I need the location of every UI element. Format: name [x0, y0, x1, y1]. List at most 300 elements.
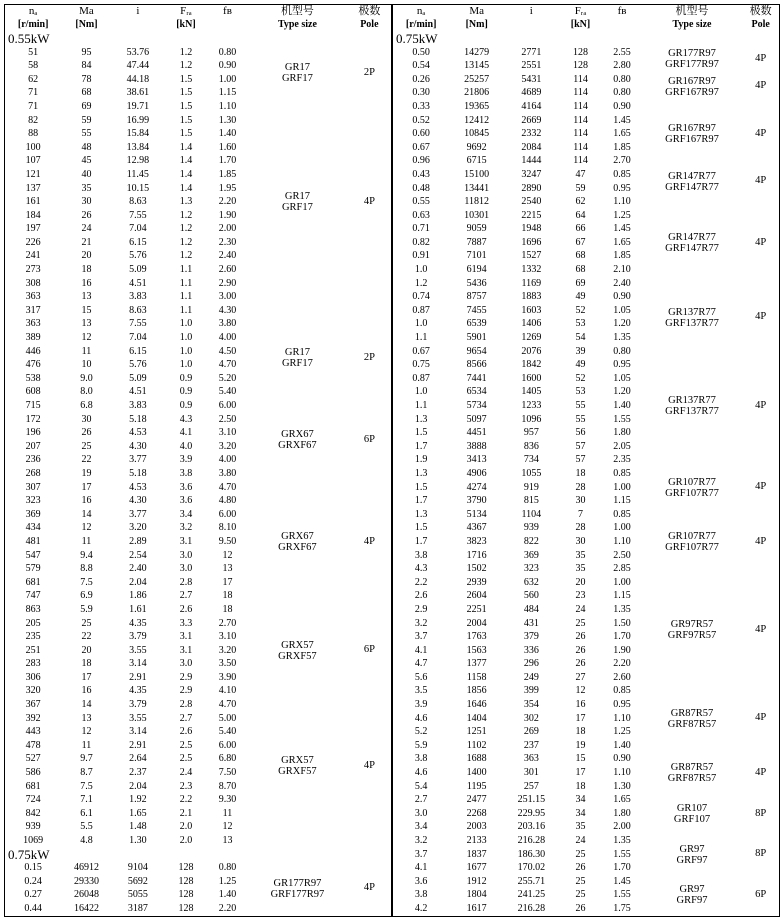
cell-i: 4.53	[129, 427, 147, 439]
cell-na: 4.3	[414, 563, 428, 575]
cell-fra: 114	[573, 100, 588, 112]
cell-ma: 1856	[466, 685, 487, 697]
cell-fra: 3.0	[179, 658, 193, 670]
column-subheader-5: Type size	[672, 19, 712, 31]
cell-na: 527	[25, 753, 41, 765]
cell-fb: 1.95	[218, 182, 237, 194]
cell-ma: 1158	[466, 671, 487, 683]
cell-type-size: GR17 GRF17	[281, 61, 313, 84]
table-header-row-top	[393, 5, 780, 19]
cell-i: 5.09	[129, 372, 147, 384]
cell-fra: 1.1	[179, 291, 193, 303]
cell-fb: 1.85	[613, 250, 631, 262]
cell-na: 184	[25, 209, 41, 221]
cell-i: 2.37	[129, 767, 147, 779]
cell-pole: 2P	[363, 66, 375, 78]
cell-fra: 55	[575, 400, 586, 412]
cell-fb: 2.60	[218, 264, 237, 276]
cell-na: 307	[25, 481, 41, 493]
column-subheader-3: [kN]	[176, 19, 196, 31]
cell-fb: 1.70	[613, 631, 631, 643]
cell-fb: 1.70	[613, 862, 631, 874]
cell-ma: 1763	[466, 631, 487, 643]
cell-na: 392	[25, 712, 41, 724]
cell-na: 71	[28, 100, 39, 112]
cell-fra: 68	[575, 264, 586, 276]
cell-fra: 1.2	[179, 236, 193, 248]
cell-fb: 2.50	[218, 413, 237, 425]
cell-na: 3.8	[414, 549, 428, 561]
cell-ma: 1102	[466, 739, 487, 751]
cell-fra: 27	[575, 671, 586, 683]
table-row	[393, 793, 780, 807]
cell-ma: 8.0	[80, 386, 93, 398]
cell-fb: 18	[222, 590, 233, 602]
cell-fb: 1.25	[218, 875, 237, 887]
cell-i: 5431	[521, 73, 542, 85]
cell-i: 2771	[521, 46, 542, 58]
cell-fb: 2.00	[613, 821, 631, 833]
table-header-row-top	[5, 5, 392, 19]
cell-fra: 3.0	[179, 549, 193, 561]
cell-fb: 1.35	[613, 332, 631, 344]
cell-fb: 1.55	[613, 889, 631, 901]
cell-na: 1.0	[414, 264, 428, 276]
cell-ma: 3790	[466, 495, 487, 507]
cell-na: 207	[25, 440, 41, 452]
cell-fb: 12	[222, 549, 233, 561]
cell-pole: 4P	[755, 236, 767, 248]
cell-type-size: GR17 GRF17	[281, 347, 313, 370]
column-subheader-6: Pole	[751, 19, 770, 31]
cell-fra: 1.2	[179, 46, 193, 58]
cell-fb: 3.80	[218, 467, 237, 479]
cell-i: 1269	[521, 332, 542, 344]
table-row	[393, 100, 780, 114]
right-half	[392, 4, 780, 918]
column-header-5: 机型号	[675, 5, 709, 18]
cell-i: 919	[523, 481, 539, 493]
cell-ma: 30	[81, 196, 92, 208]
cell-ma: 5097	[466, 413, 487, 425]
column-header-6: 极数	[358, 5, 381, 18]
cell-fb: 1.55	[613, 848, 631, 860]
cell-fra: 17	[575, 712, 586, 724]
section-title: 0.55kW	[8, 32, 50, 46]
cell-i: 1406	[521, 318, 542, 330]
cell-i: 53.76	[126, 46, 150, 58]
cell-type-size: GR107 GRF107	[673, 802, 711, 825]
cell-ma: 12	[81, 726, 92, 738]
section-title-row	[5, 848, 392, 862]
cell-i: 1696	[521, 236, 542, 248]
cell-i: 323	[523, 563, 539, 575]
cell-fra: 3.3	[179, 617, 193, 629]
cell-fra: 30	[575, 535, 586, 547]
cell-fra: 1.4	[179, 182, 193, 194]
column-header-0: nₐ	[416, 5, 426, 18]
cell-pole: 4P	[755, 535, 767, 547]
cell-ma: 84	[81, 60, 92, 72]
table-row	[393, 508, 780, 522]
cell-i: 2.54	[129, 549, 147, 561]
cell-ma: 13	[81, 712, 92, 724]
column-subheader-6: Pole	[360, 19, 379, 31]
cell-ma: 10301	[464, 209, 490, 221]
cell-na: 0.71	[412, 223, 430, 235]
cell-i: 5.18	[129, 413, 147, 425]
cell-fb: 0.80	[613, 87, 631, 99]
cell-i: 1169	[521, 277, 542, 289]
cell-na: 2.7	[414, 794, 428, 806]
cell-fb: 3.00	[218, 291, 237, 303]
cell-na: 1.3	[414, 467, 428, 479]
cell-na: 1.7	[414, 535, 428, 547]
cell-fb: 0.80	[218, 46, 237, 58]
cell-ma: 18	[81, 264, 92, 276]
cell-na: 5.4	[414, 780, 428, 792]
cell-ma: 10845	[464, 128, 490, 140]
cell-ma: 1195	[466, 780, 487, 792]
cell-fra: 49	[575, 359, 586, 371]
cell-ma: 69	[81, 100, 92, 112]
column-subheader-2	[112, 19, 164, 33]
cell-i: 7.55	[129, 318, 147, 330]
cell-fb: 1.65	[613, 236, 631, 248]
cell-i: 44.18	[126, 73, 150, 85]
cell-ma: 8566	[466, 359, 487, 371]
cell-na: 4.7	[414, 658, 428, 670]
cell-ma: 16422	[73, 902, 99, 914]
cell-na: 0.26	[412, 73, 430, 85]
cell-fb: 1.65	[613, 794, 631, 806]
cell-fra: 2.0	[179, 835, 193, 847]
cell-i: 5692	[127, 875, 148, 887]
table-row	[393, 834, 780, 848]
cell-fra: 55	[575, 413, 586, 425]
cell-ma: 1377	[466, 658, 487, 670]
cell-pole: 8P	[755, 848, 767, 860]
table-row	[393, 753, 780, 767]
cell-i: 3.79	[129, 631, 147, 643]
cell-i: 1883	[521, 291, 542, 303]
cell-fb: 1.50	[613, 617, 631, 629]
cell-fra: 34	[575, 794, 586, 806]
cell-i: 2076	[521, 345, 542, 357]
cell-na: 273	[25, 264, 41, 276]
cell-fra: 26	[575, 658, 586, 670]
cell-ma: 9.4	[80, 549, 93, 561]
cell-i: 1948	[521, 223, 542, 235]
cell-fb: 1.90	[218, 209, 237, 221]
cell-fra: 1.5	[179, 128, 193, 140]
cell-i: 5.18	[129, 467, 147, 479]
cell-fb: 3.20	[218, 440, 237, 452]
cell-na: 1.7	[414, 495, 428, 507]
cell-na: 51	[28, 46, 39, 58]
cell-i: 2215	[521, 209, 542, 221]
cell-fra: 2.8	[179, 699, 193, 711]
cell-i: 3.14	[129, 726, 147, 738]
cell-na: 681	[25, 780, 41, 792]
cell-na: 3.8	[414, 753, 428, 765]
cell-fb: 1.80	[613, 807, 631, 819]
cell-i: 38.61	[126, 87, 150, 99]
cell-fb: 1.10	[613, 712, 631, 724]
cell-pole: 4P	[363, 195, 375, 207]
section-title-row	[393, 32, 780, 46]
cell-fra: 3.8	[179, 467, 193, 479]
cell-fra: 2.6	[179, 603, 193, 615]
cell-na: 306	[25, 671, 41, 683]
cell-na: 3.5	[414, 685, 428, 697]
cell-i: 3.55	[129, 644, 147, 656]
cell-pole: 4P	[755, 766, 767, 778]
cell-type-size: GRX67 GRXF67	[278, 428, 317, 451]
cell-na: 443	[25, 726, 41, 738]
cell-pole: 4P	[755, 399, 767, 411]
cell-na: 196	[25, 427, 41, 439]
cell-ma: 78	[81, 73, 92, 85]
cell-fb: 1.15	[218, 87, 237, 99]
cell-ma: 11	[81, 739, 92, 751]
cell-fra: 2.9	[179, 671, 193, 683]
cell-ma: 11	[81, 345, 92, 357]
cell-i: 1.48	[129, 821, 147, 833]
cell-na: 320	[25, 685, 41, 697]
cell-fb: 3.80	[218, 318, 237, 330]
cell-ma: 21	[81, 236, 92, 248]
cell-fb: 6.80	[218, 753, 237, 765]
cell-na: 100	[25, 141, 41, 153]
cell-fb: 3.90	[218, 671, 237, 683]
column-subheader-5: Type size	[277, 19, 317, 31]
cell-i: 4689	[521, 87, 542, 99]
cell-i: 241.25	[517, 889, 546, 901]
cell-fra: 67	[575, 236, 586, 248]
cell-ma: 2003	[466, 821, 487, 833]
cell-fb: 7.50	[218, 767, 237, 779]
cell-pole: 4P	[755, 53, 767, 65]
cell-fra: 1.5	[179, 87, 193, 99]
cell-i: 7.55	[129, 209, 147, 221]
cell-ma: 15100	[464, 168, 490, 180]
cell-i: 3.14	[129, 658, 147, 670]
cell-ma: 46912	[73, 862, 99, 874]
cell-fb: 1.00	[613, 576, 631, 588]
cell-fra: 12	[575, 685, 586, 697]
cell-na: 0.52	[412, 114, 430, 126]
cell-i: 5.76	[129, 250, 147, 262]
cell-fra: 128	[573, 60, 589, 72]
table-row	[393, 576, 780, 590]
cell-ma: 5734	[466, 400, 487, 412]
cell-fb: 2.10	[613, 264, 631, 276]
column-subheader-2	[504, 19, 559, 33]
cell-na: 747	[25, 590, 41, 602]
cell-na: 547	[25, 549, 41, 561]
cell-na: 0.91	[412, 250, 430, 262]
cell-i: 15.84	[126, 128, 150, 140]
cell-fb: 1.25	[613, 726, 631, 738]
cell-i: 5.09	[129, 264, 147, 276]
cell-ma: 3888	[466, 440, 487, 452]
cell-pole: 4P	[363, 535, 375, 547]
cell-na: 608	[25, 386, 41, 398]
cell-type-size: GR137R77 GRF137R77	[665, 395, 719, 418]
cell-fb: 8.10	[218, 522, 237, 534]
cell-fra: 23	[575, 590, 586, 602]
cell-fb: 4.50	[218, 345, 237, 357]
cell-fb: 1.30	[218, 114, 237, 126]
cell-i: 363	[523, 753, 539, 765]
cell-fb: 11	[222, 807, 233, 819]
cell-i: 7.04	[129, 332, 147, 344]
cell-na: 0.63	[412, 209, 430, 221]
cell-type-size: GR167R97 GRF167R97	[665, 123, 719, 146]
cell-i: 431	[523, 617, 539, 629]
cell-pole: 6P	[755, 889, 767, 901]
cell-ma: 29330	[73, 875, 99, 887]
cell-fra: 68	[575, 250, 586, 262]
cell-fb: 2.55	[613, 46, 631, 58]
cell-na: 1069	[23, 835, 44, 847]
cell-fb: 1.40	[218, 128, 237, 140]
cell-na: 161	[25, 196, 41, 208]
cell-na: 0.75	[412, 359, 430, 371]
cell-na: 137	[25, 182, 41, 194]
cell-i: 836	[523, 440, 539, 452]
cell-type-size: GR177R97 GRF177R97	[270, 877, 325, 900]
cell-ma: 20	[81, 644, 92, 656]
cell-fb: 1.70	[218, 155, 237, 167]
cell-i: 251.15	[517, 794, 546, 806]
cell-na: 538	[25, 372, 41, 384]
cell-pole: 4P	[755, 175, 767, 187]
cell-fra: 57	[575, 440, 586, 452]
cell-na: 172	[25, 413, 41, 425]
cell-i: 2332	[521, 128, 542, 140]
cell-ma: 40	[81, 168, 92, 180]
cell-i: 3.20	[129, 522, 147, 534]
cell-fb: 0.95	[613, 359, 631, 371]
cell-ma: 1400	[466, 767, 487, 779]
cell-ma: 17	[81, 671, 92, 683]
cell-i: 203.16	[517, 821, 546, 833]
cell-na: 5.6	[414, 671, 428, 683]
cell-na: 2.9	[414, 603, 428, 615]
cell-fra: 3.6	[179, 481, 193, 493]
cell-fra: 0.9	[179, 372, 193, 384]
section-title: 0.75kW	[8, 847, 50, 862]
cell-ma: 13	[81, 291, 92, 303]
cell-ma: 2477	[466, 794, 487, 806]
cell-ma: 5436	[466, 277, 487, 289]
cell-i: 1104	[521, 508, 542, 520]
cell-fb: 4.00	[218, 454, 237, 466]
cell-fb: 1.85	[218, 168, 237, 180]
cell-fra: 18	[575, 467, 586, 479]
table-row	[5, 413, 392, 427]
cell-fb: 2.70	[218, 617, 237, 629]
cell-fra: 18	[575, 780, 586, 792]
cell-type-size: GR107R77 GRF107R77	[665, 530, 719, 553]
cell-ma: 3413	[466, 454, 487, 466]
cell-pole: 4P	[755, 80, 767, 92]
cell-fra: 2.2	[179, 794, 193, 806]
cell-i: 7.04	[129, 223, 147, 235]
table-row	[393, 685, 780, 699]
cell-i: 5.76	[129, 359, 147, 371]
cell-fra: 34	[575, 807, 586, 819]
cell-i: 3.77	[129, 454, 147, 466]
cell-fb: 1.00	[613, 481, 631, 493]
cell-ma: 95	[81, 46, 92, 58]
cell-fb: 0.85	[613, 508, 631, 520]
cell-ma: 13	[81, 318, 92, 330]
cell-fb: 1.15	[613, 495, 631, 507]
cell-fra: 64	[575, 209, 586, 221]
cell-i: 11.45	[126, 168, 149, 180]
cell-ma: 6539	[466, 318, 487, 330]
cell-fra: 25	[575, 848, 586, 860]
table-row	[5, 617, 392, 631]
cell-type-size: GR97 GRF97	[676, 843, 708, 866]
cell-pole: 4P	[755, 481, 767, 493]
cell-ma: 3823	[466, 535, 487, 547]
cell-fb: 1.75	[613, 902, 631, 914]
cell-i: 4164	[521, 100, 542, 112]
cell-i: 1.65	[129, 807, 147, 819]
cell-i: 2.91	[129, 671, 147, 683]
cell-na: 715	[25, 400, 41, 412]
cell-fb: 5.20	[218, 372, 237, 384]
cell-fra: 25	[575, 617, 586, 629]
cell-fb: 0.85	[613, 168, 631, 180]
cell-i: 4.30	[129, 495, 147, 507]
cell-fra: 2.6	[179, 726, 193, 738]
cell-fb: 4.80	[218, 495, 237, 507]
cell-fra: 2.8	[179, 576, 193, 588]
cell-na: 241	[25, 250, 41, 262]
column-header-1: Ma	[469, 5, 484, 18]
cell-i: 1603	[521, 304, 542, 316]
cell-na: 0.96	[412, 155, 430, 167]
cell-fra: 3.0	[179, 563, 193, 575]
cell-fb: 4.00	[218, 332, 237, 344]
cell-fra: 30	[575, 495, 586, 507]
cell-i: 6.15	[129, 345, 147, 357]
cell-fra: 35	[575, 563, 586, 575]
cell-type-size: GR17 GRF17	[281, 191, 313, 214]
table-row	[393, 46, 780, 60]
column-header-3: Fᵣₐ	[180, 5, 192, 18]
cell-fra: 0.9	[179, 400, 193, 412]
cell-i: 2890	[521, 182, 542, 194]
cell-ma: 14279	[464, 46, 490, 58]
cell-i: 10.15	[126, 182, 150, 194]
cell-i: 269	[523, 726, 539, 738]
cell-i: 2.91	[129, 739, 147, 751]
cell-i: 19.71	[126, 100, 150, 112]
cell-pole: 4P	[755, 624, 767, 636]
cell-i: 296	[523, 658, 539, 670]
cell-fb: 1.05	[613, 372, 631, 384]
cell-fra: 1.2	[179, 209, 193, 221]
cell-fra: 39	[575, 345, 586, 357]
table-row	[393, 73, 780, 87]
cell-fra: 1.5	[179, 114, 193, 126]
